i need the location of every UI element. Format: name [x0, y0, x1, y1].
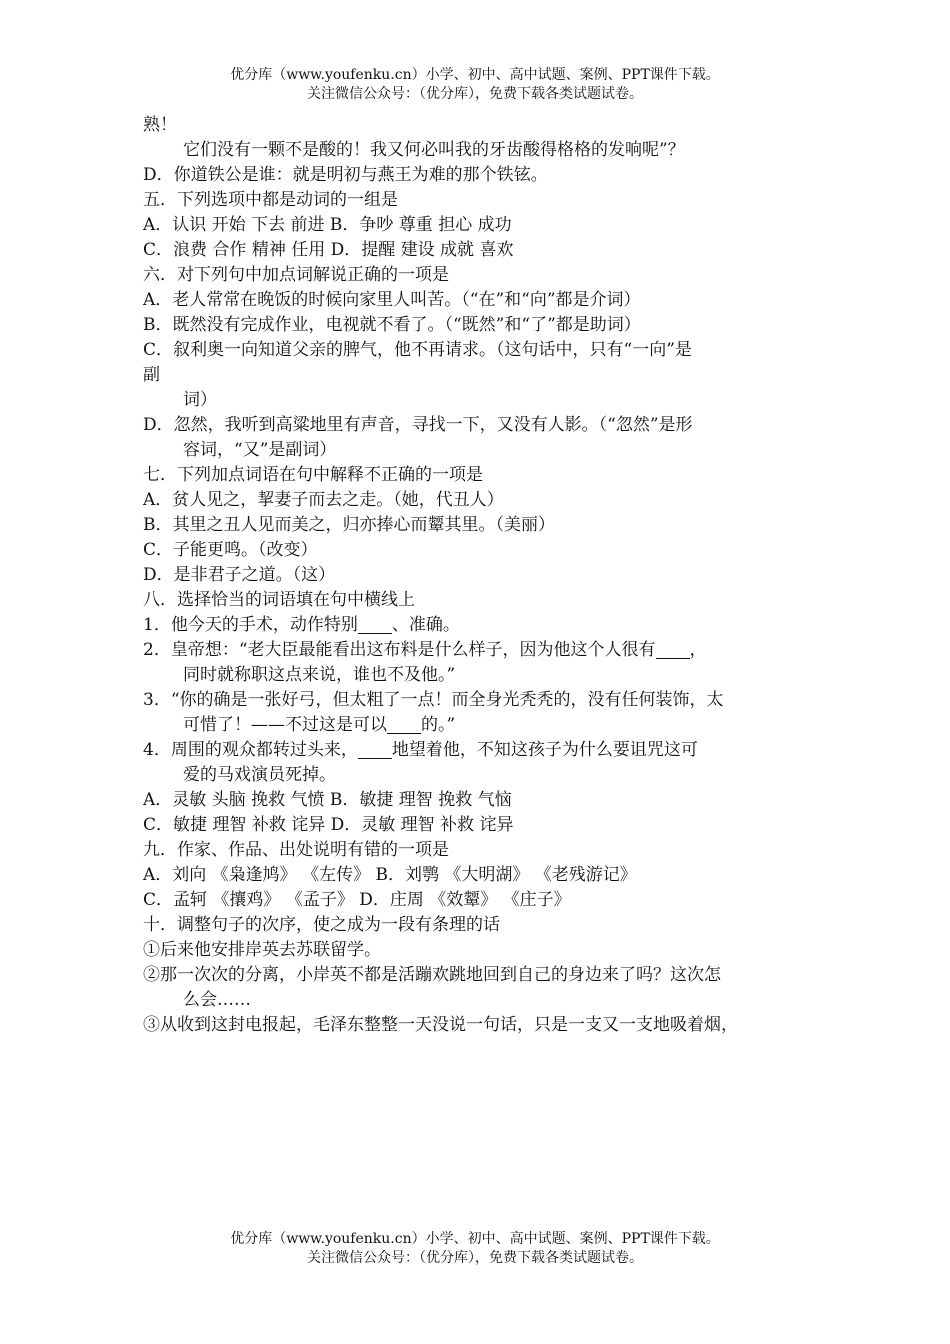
question-heading: 九．作家、作品、出处说明有错的一项是 — [143, 840, 449, 860]
option-line: A．认识 开始 下去 前进 B．争吵 尊重 担心 成功 — [143, 215, 512, 235]
answer-blank — [387, 715, 421, 734]
option-line: C．子能更鸣。（改变） — [143, 540, 318, 560]
text-line: 容词，“又”是副词） — [183, 440, 337, 460]
option-line: C．浪费 合作 精神 任用 D．提醒 建设 成就 喜欢 — [143, 240, 514, 260]
question-heading: 六．对下列句中加点词解说正确的一项是 — [143, 265, 449, 285]
fill-blank-line: 2．皇帝想：“老大臣最能看出这布料是什么样子，因为他这个人很有 ， — [143, 640, 707, 660]
option-line: A．刘向 《枭逢鸠》 《左传》 B．刘鹗 《大明湖》 《老残游记》 — [143, 865, 637, 885]
page-header — [0, 66, 950, 104]
option-line: D．你道铁公是谁：就是明初与燕王为难的那个铁铉。 — [143, 165, 548, 185]
option-line: A．贫人见之，挈妻子而去之走。（她，代丑人） — [143, 490, 504, 510]
text-line: ①后来他安排岸英去苏联留学。 — [143, 940, 381, 960]
text-line: 它们没有一颗不是酸的！我又何必叫我的牙齿酸得格格的发响呢”？ — [183, 140, 685, 160]
header-line-2: 关注微信公众号：（优分库），免费下载各类试题试卷。 — [307, 86, 643, 102]
answer-blank — [358, 615, 392, 634]
text-line: 3．“你的确是一张好弓，但太粗了一点！而全身光秃秃的，没有任何装饰，太 — [143, 690, 724, 710]
question-heading: 七．下列加点词语在句中解释不正确的一项是 — [143, 465, 483, 485]
fill-blank-line: 可惜了！——不过这是可以 的。” — [183, 715, 456, 735]
text-line: 熟！ — [143, 115, 177, 135]
text-line: 么会…… — [183, 990, 251, 1010]
text-line: 爱的马戏演员死掉。 — [183, 765, 336, 785]
footer-line-2: 关注微信公众号：（优分库），免费下载各类试题试卷。 — [307, 1250, 643, 1266]
answer-blank — [358, 740, 392, 759]
page-footer — [0, 1230, 950, 1268]
question-heading: 十．调整句子的次序，使之成为一段有条理的话 — [143, 915, 500, 935]
option-line: B．既然没有完成作业，电视就不看了。（“既然”和“了”都是助词） — [143, 315, 641, 335]
option-line: D．忽然，我听到高粱地里有声音，寻找一下，又没有人影。（“忽然”是形 — [143, 415, 693, 435]
option-line: C．孟轲 《攘鸡》 《孟子》 D．庄周 《效颦》 《庄子》 — [143, 890, 571, 910]
question-heading: 五．下列选项中都是动词的一组是 — [143, 190, 398, 210]
text-line: 词） — [183, 390, 217, 410]
option-line: C．敏捷 理智 补救 诧异 D．灵敏 理智 补救 诧异 — [143, 815, 514, 835]
answer-blank — [656, 640, 690, 659]
header-line-1: 优分库（www.youfenku.cn）小学、初中、高中试题、案例、PPT课件下载。 — [230, 67, 720, 83]
text-line: ③从收到这封电报起，毛泽东整整一天没说一句话，只是一支又一支地吸着烟， — [143, 1015, 738, 1035]
question-heading: 八．选择恰当的词语填在句中横线上 — [143, 590, 415, 610]
text-line: 同时就称职这点来说，谁也不及他。” — [183, 665, 456, 685]
option-line: D．是非君子之道。（这） — [143, 565, 336, 585]
option-line: C．叙利奥一向知道父亲的脾气，他不再请求。（这句话中，只有“一向”是 — [143, 340, 692, 360]
document-body — [143, 113, 818, 1038]
option-line: A．老人常常在晚饭的时候向家里人叫苦。（“在”和“向”都是介词） — [143, 290, 641, 310]
option-line: A．灵敏 头脑 挽救 气愤 B．敏捷 理智 挽救 气恼 — [143, 790, 512, 810]
fill-blank-line: 1．他今天的手术，动作特别 、准确。 — [143, 615, 460, 635]
text-line: 副 — [143, 365, 160, 385]
option-line: B．其里之丑人见而美之，归亦捧心而颦其里。（美丽） — [143, 515, 555, 535]
text-line: ②那一次次的分离，小岸英不都是活蹦欢跳地回到自己的身边来了吗？这次怎 — [143, 965, 721, 985]
fill-blank-line: 4．周围的观众都转过头来， 地望着他，不知这孩子为什么要诅咒这可 — [143, 740, 698, 760]
footer-line-1: 优分库（www.youfenku.cn）小学、初中、高中试题、案例、PPT课件下载。 — [230, 1231, 720, 1247]
